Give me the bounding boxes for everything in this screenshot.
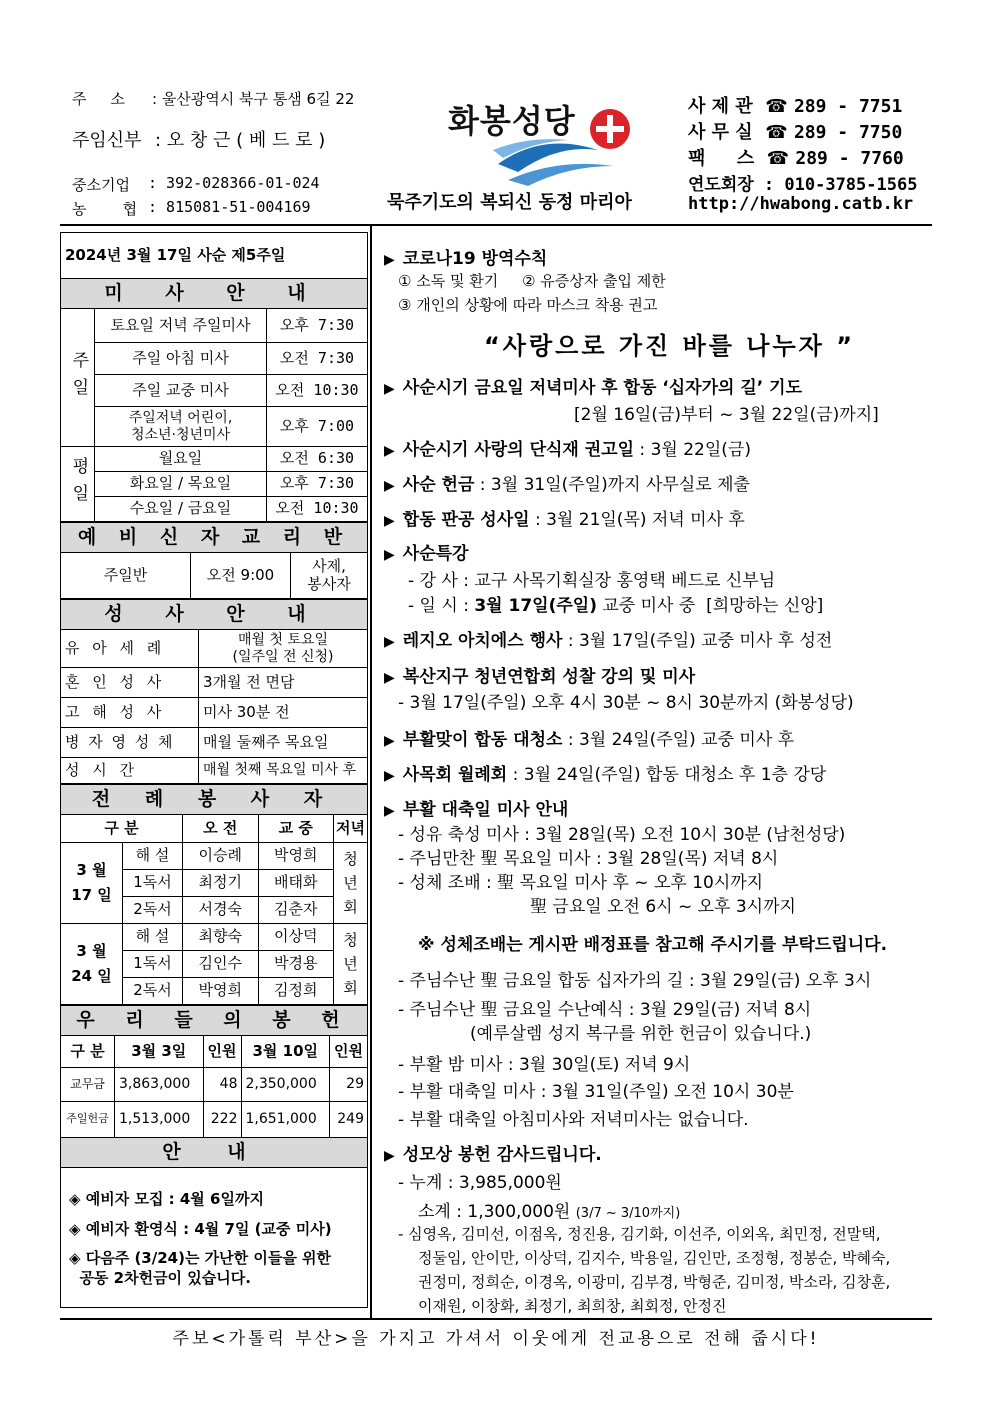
sacrament-name: 성 시 간	[61, 758, 199, 784]
easter-note: ※ 성체조배는 게시판 배정표를 참고해 주시기를 부탁드립니다.	[418, 935, 888, 955]
priest-name: : 오 창 근 ( 베 드 로 )	[155, 130, 326, 151]
statue-title: ▶ 성모상 봉헌 감사드립니다.	[384, 1145, 602, 1165]
mass-time: 오전 6:30	[267, 447, 368, 472]
ministry-date: 3 월 24 일	[61, 924, 123, 1005]
offering-header: 구 분	[61, 1036, 115, 1068]
easter-item: 聖 금요일 오전 6시 ~ 오후 3시까지	[530, 897, 796, 917]
ministry-main: 배태화	[258, 870, 334, 897]
donor-list: - 심영옥, 김미선, 이점옥, 정진용, 김기화, 이선주, 이외옥, 최민정, 전말택,	[398, 1225, 881, 1243]
account1-number: : 392-028366-01-024	[148, 174, 320, 192]
sacrament-info: 매월 둘째주 목요일	[199, 728, 368, 758]
notice-box	[60, 1168, 368, 1308]
ministry-role: 2독서	[123, 897, 183, 924]
left-column	[60, 232, 368, 1308]
footer-text: 주보<가톨릭 부산>을 가지고 가셔서 이웃에게 전교용으로 전해 줍시다!	[172, 1329, 820, 1349]
covid-rule: ③ 개인의 상황에 따라 마스크 착용 권고	[398, 296, 658, 314]
mass-schedule-table	[60, 232, 368, 522]
statue-subtotal: 소계 : 1,300,000원 (3/7 ~ 3/10까지)	[418, 1202, 681, 1222]
sacrament-info: 매월 첫 토요일 (일주일 전 신청)	[199, 630, 368, 668]
offering-value: 3,863,000	[115, 1068, 204, 1102]
weekday-label: 평일	[61, 447, 95, 522]
ministry-am: 최향숙	[183, 924, 259, 951]
offering-header: 3월 10일	[241, 1036, 330, 1068]
offering-value: 1,651,000	[241, 1102, 330, 1138]
catechumen-time: 오전 9:00	[191, 553, 291, 599]
ministry-header: 저녁	[334, 815, 368, 843]
offering-header: 3월 3일	[115, 1036, 204, 1068]
mass-time: 오전 7:30	[267, 343, 368, 375]
triangle-bullet-icon: ▶	[384, 252, 395, 268]
sacrament-name: 혼 인 성 사	[61, 668, 199, 698]
church-name: 화봉성당	[448, 102, 576, 140]
header-divider	[60, 224, 932, 226]
sacrament-info: 미사 30분 전	[199, 698, 368, 728]
donor-list: 정둘임, 안이만, 이상덕, 김지수, 박용일, 김인만, 조정형, 정봉순, 박혜숙,	[418, 1249, 891, 1267]
mass-section-title: 미 사 안 내	[61, 279, 368, 309]
mass-time: 오후 7:30	[267, 309, 368, 343]
easter-item: - 주님수난 聖 금요일 수난예식 : 3월 29일(금) 저녁 8시	[398, 1000, 812, 1020]
phone-icon: ☎	[766, 148, 790, 169]
sacrament-name: 유 아 세 례	[61, 630, 199, 668]
address-label: 주 소	[72, 90, 125, 108]
offering-header: 인원	[330, 1036, 368, 1068]
offering-count: 249	[330, 1102, 368, 1138]
notice-item: ◈ 다음주 (3/24)는 가난한 이들을 위한 공동 2차헌금이 있습니다.	[69, 1249, 332, 1287]
easter-item: - 성유 축성 미사 : 3월 28일(목) 오전 10시 30분 (남천성당)	[398, 825, 846, 845]
offering-count: 222	[203, 1102, 241, 1138]
mass-time: 오전 10:30	[267, 497, 368, 522]
column-divider	[370, 225, 372, 1318]
mass-time: 오후 7:30	[267, 472, 368, 497]
mass-name: 수요일 / 금요일	[95, 497, 267, 522]
offering-section-title: 우 리 들 의 봉 헌	[61, 1006, 368, 1036]
notice-cleaning: ▶ 부활맞이 합동 대청소 : 3월 24일(주일) 교중 미사 후	[384, 730, 795, 750]
easter-item: - 주님수난 聖 금요일 합동 십자가의 길 : 3월 29일(금) 오후 3시	[398, 971, 872, 991]
sacrament-info: 3개월 전 면담	[199, 668, 368, 698]
ministry-header: 오 전	[183, 815, 259, 843]
notice-section-title: 안 내	[61, 1138, 368, 1168]
offering-count: 29	[330, 1068, 368, 1102]
youth-detail: - 3월 17일(주일) 오후 4시 30분 ~ 8시 30분까지 (화봉성당)	[398, 693, 854, 713]
mass-time: 오후 7:00	[267, 407, 368, 447]
contact-office: 사 무 실 ☎ 289 - 7750	[688, 122, 903, 143]
notice-lent-offering: ▶ 사순 헌금 : 3월 31일(주일)까지 사무실로 제출	[384, 475, 750, 495]
mass-name: 화요일 / 목요일	[95, 472, 267, 497]
notice-fasting: ▶ 사순시기 사랑의 단식재 권고일 : 3월 22일(금)	[384, 440, 751, 460]
notice-council: ▶ 사목회 월례회 : 3월 24일(주일) 합동 대청소 후 1층 강당	[384, 765, 827, 785]
sacrament-name: 고 해 성 사	[61, 698, 199, 728]
way-of-cross-date: [2월 16일(금)부터 ~ 3월 22일(금)까지]	[574, 405, 879, 425]
ministry-evening: 청 년 회	[334, 924, 368, 1005]
triangle-bullet-icon: ▶	[384, 513, 395, 529]
triangle-bullet-icon: ▶	[384, 768, 395, 784]
easter-item: - 부활 대축일 아침미사와 저녁미사는 없습니다.	[398, 1110, 749, 1130]
sacrament-name: 병 자 영 성 체	[61, 728, 199, 758]
ministry-am: 김인수	[183, 951, 259, 978]
phone-icon: ☎	[765, 96, 788, 117]
offering-header: 인원	[203, 1036, 241, 1068]
sunday-label: 주일	[61, 309, 95, 447]
notice-way-of-cross: ▶ 사순시기 금요일 저녁미사 후 합동 ‘십자가의 길’ 기도	[384, 378, 802, 398]
ministry-evening: 청 년 회	[334, 843, 368, 924]
website-link[interactable]: http://hwabong.catb.kr	[688, 194, 914, 214]
slogan: “사랑으로 가진 바를 나누자 ”	[484, 332, 855, 360]
ministry-main: 김정희	[258, 978, 334, 1005]
sacrament-table	[60, 599, 368, 784]
contact-fax: 팩 스 ☎ 289 - 7760	[688, 148, 904, 169]
offering-name: 교무금	[61, 1068, 115, 1102]
notice-item: ◈ 예비자 환영식 : 4월 7일 (교중 미사)	[69, 1219, 332, 1238]
ministry-role: 2독서	[123, 978, 183, 1005]
ministry-am: 최정기	[183, 870, 259, 897]
contact-rectory: 사 제 관 ☎ 289 - 7751	[688, 96, 903, 117]
offering-count: 48	[203, 1068, 241, 1102]
catechumen-class: 주일반	[61, 553, 191, 599]
ministry-main: 김춘자	[258, 897, 334, 924]
ministry-role: 해 설	[123, 924, 183, 951]
youth-title: ▶ 복산지구 청년연합회 성찰 강의 및 미사	[384, 667, 696, 687]
lecture-speaker: - 강 사 : 교구 사목기획실장 홍영택 베드로 신부님	[408, 571, 776, 591]
ministry-main: 이상덕	[258, 924, 334, 951]
easter-item: - 성체 조배 : 聖 목요일 미사 후 ~ 오후 10시까지	[398, 873, 764, 893]
bulletin-date: 2024년 3월 17일 사순 제5주일	[61, 233, 368, 279]
sacrament-info: 매월 첫째 목요일 미사 후	[199, 758, 368, 784]
easter-item: (예루살렘 성지 복구를 위한 헌금이 있습니다.)	[470, 1024, 812, 1044]
ministry-main: 박영희	[258, 843, 334, 870]
president-contact: 연도회장 : 010-3785-1565	[688, 175, 918, 195]
covid-rule: ① 소독 및 환기 ② 유증상자 출입 제한	[398, 272, 666, 290]
ministry-role: 해 설	[123, 843, 183, 870]
bulletin-header	[0, 0, 992, 225]
donor-list: 권정미, 정희순, 이경옥, 이광미, 김부경, 박형준, 김미정, 박소라, 김창훈,	[418, 1273, 891, 1291]
offering-table	[60, 1005, 368, 1168]
covid-title: ▶ 코로나19 방역수칙	[384, 249, 548, 269]
offering-value: 2,350,000	[241, 1068, 330, 1102]
mass-time: 오전 10:30	[267, 375, 368, 407]
lecture-time: - 일 시 : 3월 17일(주일) 교중 미사 중 [희망하는 신앙]	[408, 596, 824, 616]
priest-label: 주임신부	[72, 130, 142, 151]
easter-item: - 주님만찬 聖 목요일 미사 : 3월 28일(목) 저녁 8시	[398, 849, 779, 869]
phone-icon: ☎	[765, 122, 788, 143]
mass-name: 월요일	[95, 447, 267, 472]
ministry-header: 구 분	[61, 815, 183, 843]
notice-penance: ▶ 합동 판공 성사일 : 3월 21일(목) 저녁 미사 후	[384, 510, 745, 530]
triangle-bullet-icon: ▶	[384, 443, 395, 459]
sacrament-section-title: 성 사 안 내	[61, 600, 368, 630]
catechumen-teacher: 사제, 봉사자	[291, 553, 368, 599]
catechumen-table	[60, 522, 368, 599]
donor-list: 이재원, 이창화, 최정기, 최희창, 최회정, 안정진	[418, 1297, 727, 1315]
ministry-role: 1독서	[123, 870, 183, 897]
triangle-bullet-icon: ▶	[384, 634, 395, 650]
notice-legio: ▶ 레지오 아치에스 행사 : 3월 17일(주일) 교중 미사 후 성전	[384, 631, 833, 651]
mass-name: 토요일 저녁 주일미사	[95, 309, 267, 343]
catechumen-section-title: 예 비 신 자 교 리 반	[61, 523, 368, 553]
easter-title: ▶ 부활 대축일 미사 안내	[384, 800, 569, 820]
ministry-role: 1독서	[123, 951, 183, 978]
triangle-bullet-icon: ▶	[384, 670, 395, 686]
mass-name: 주일 교중 미사	[95, 375, 267, 407]
ministry-table	[60, 784, 368, 1005]
ministry-header: 교 중	[258, 815, 334, 843]
easter-item: - 부활 밤 미사 : 3월 30일(토) 저녁 9시	[398, 1055, 691, 1075]
triangle-bullet-icon: ▶	[384, 1148, 395, 1164]
ministry-am: 서경숙	[183, 897, 259, 924]
ministry-am: 이승례	[183, 843, 259, 870]
mass-name: 주일저녁 어린이, 청소년·청년미사	[95, 407, 267, 447]
triangle-bullet-icon: ▶	[384, 478, 395, 494]
address: : 울산광역시 북구 통샘 6길 22	[152, 90, 355, 108]
triangle-bullet-icon: ▶	[384, 803, 395, 819]
lecture-title: ▶ 사순특강	[384, 544, 469, 564]
statue-total: - 누계 : 3,985,000원	[398, 1173, 562, 1193]
footer-divider	[60, 1318, 932, 1320]
account1-label: 중소기업	[72, 176, 130, 194]
account2-number: : 815081-51-004169	[148, 198, 311, 216]
triangle-bullet-icon: ▶	[384, 547, 395, 563]
ministry-main: 박경용	[258, 951, 334, 978]
easter-item: - 부활 대축일 미사 : 3월 31일(주일) 오전 10시 30분	[398, 1082, 794, 1102]
triangle-bullet-icon: ▶	[384, 733, 395, 749]
ministry-section-title: 전 례 봉 사 자	[61, 785, 368, 815]
mass-name: 주일 아침 미사	[95, 343, 267, 375]
notice-item: ◈ 예비자 모집 : 4월 6일까지	[69, 1190, 264, 1208]
offering-name: 주일헌금	[61, 1102, 115, 1138]
ministry-am: 박영희	[183, 978, 259, 1005]
ministry-date: 3 월 17 일	[61, 843, 123, 924]
triangle-bullet-icon: ▶	[384, 381, 395, 397]
account2-label: 농 협	[72, 200, 138, 218]
patron-saint: 묵주기도의 복되신 동정 마리아	[387, 192, 632, 213]
offering-value: 1,513,000	[115, 1102, 204, 1138]
